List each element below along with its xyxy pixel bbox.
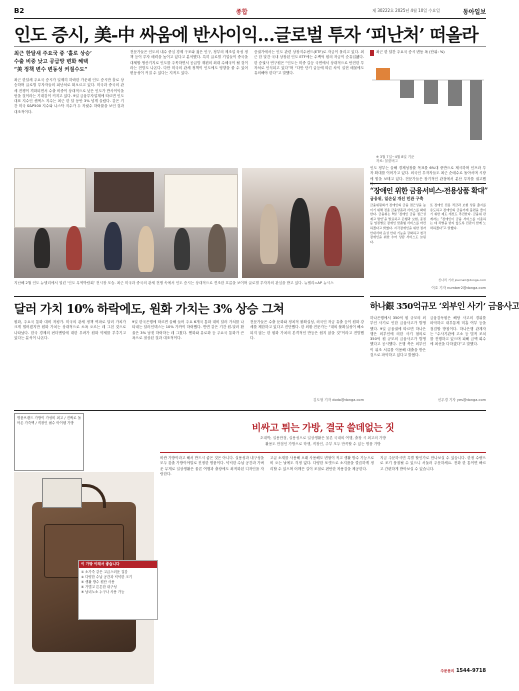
lead-byline: 이호 기자 number2@donga.com (431, 286, 486, 290)
currency-body-3: 전문가들은 수출 둔화와 정치적 불확실성, 외국인 자금 유출 등이 원화 강세를 제한하고 있다고 진단했다. 한 외환 전문가는 “대외 불확실성이 해소되지 않는 한 원화 가치의 본격적인 반등은 쉽지 않을 것”이라고 전망했다. (250, 320, 364, 340)
ad-headline: 비싸고 튀는 가방, 결국 쓸데없는 짓 (251, 423, 395, 434)
currency-byline: 김도형 기자 dodo@donga.com (313, 398, 364, 402)
visitor (138, 226, 154, 272)
divider (14, 46, 486, 47)
masthead (14, 7, 486, 19)
chart-svg (370, 58, 486, 154)
section-label: 종합 (236, 9, 248, 16)
ad-info-item: ③ 생활 방수 원단 사용 (81, 580, 115, 584)
lead-subhead: 수출 비중 낮고 공급망 변화 혜택 (14, 59, 89, 65)
edition-info: 제 30222호 2025년 4월 10일 수요일 (372, 8, 440, 13)
ad-phone (390, 668, 486, 674)
visitor (104, 222, 122, 270)
expo-photo (14, 168, 238, 278)
bank-headline: 하나銀 350억규모 ‘외부인 사기’ 금융사고 (370, 302, 519, 312)
ad-info-title: 이 가방 이래서 좋습니다 (79, 561, 157, 568)
visitor (66, 226, 82, 270)
chart-bar (400, 80, 414, 98)
visitor (290, 198, 310, 268)
magazine-prop (42, 478, 82, 508)
ad-body-1: 비싼 가방이라고 해서 반드시 좋은 것은 아니다. 실용성과 내구성을 모두 갖춘 가방이야말로 진정한 명품이다. 넉넉한 수납 공간과 가벼운 무게로 일상생활은 물론 여행과 출장에도 최적화된 디자인을 자랑한다. (160, 456, 265, 476)
ad-info-item: ① 소가죽 같은 고급스러운 질감 (81, 570, 128, 574)
expo-photo-2 (242, 168, 364, 278)
stock-chart (370, 50, 486, 162)
lead-subhead: “美 정책 변수 변동성 커질수도” (14, 67, 88, 73)
finance-body-1: 금융위원회가 장애인의 금융 접근성을 높이기 위해 전용 금융상품과 서비스를 확대한다. 금융위는 9일 ‘장애인 금융 접근성 제고 방안’을 발표하고 은행과 보험, 증권 등 업권별로 장애인 맞춤형 서비스를 마련하겠다고 밝혔다. 시각장애인을 위한 점자 안내서와 음성 안내 기능을 강화하고 청각장애인을 위한 수어 상담 서비스도 늘린다. (370, 203, 426, 244)
photo-caption-text: 지난해 2월 인도 뉴델리에서 열린 ‘인도 무역박람회’ 전시장 모습. 최근 미국과 중국의 관세 전쟁 속에서 인도 증시는 상대적으로 견조한 흐름을 보이며 글로벌 투자자의 관심을 받고 있다. (14, 281, 303, 285)
newspaper-brand: 동아일보 (462, 9, 486, 16)
visitor (208, 224, 226, 272)
ad-info-item: ② 다양한 수납 공간과 넉넉한 크기 (81, 575, 133, 579)
ad-divider (160, 452, 486, 453)
booth-wall (14, 168, 86, 228)
photo-caption (14, 281, 364, 286)
divider (14, 410, 486, 411)
ad-info-item: ⑤ 남녀노소 누구나 사용 가능 (81, 590, 125, 594)
chart-marker (370, 50, 374, 56)
finance-headline-wrap (370, 186, 486, 196)
chart-bar (470, 80, 482, 140)
currency-headline: 달러 가치 10% 하락에도, 원화 가치는 3% 상승 그쳐 (14, 302, 285, 316)
chart-title: 최근 한 달간 주요국 증시 변동 폭 (단위: %) (376, 50, 445, 54)
finance-byline: 신나리 기자 journari@donga.com (438, 278, 486, 282)
visitor (34, 228, 50, 268)
ad-info-item: ④ 가볍고 튼튼한 내구성 (81, 585, 117, 589)
chart-bar (376, 68, 390, 80)
visitor (174, 228, 190, 270)
finance-body-2: 또 장애인 전용 적금과 보험 상품 출시를 유도하고 장애인의 금융거래 불편을 줄이기 위한 제도 개선도 추진한다. 금융위 관계자는 “장애인이 금융 서비스를 이용하는 데 차별을 받지 않도록 민관이 함께 노력하겠다”고 말했다. (430, 203, 486, 230)
divider (370, 183, 486, 184)
lead-subheads (14, 50, 124, 74)
ad-subtitle-2: 활용도 만점인 가방으로 학생, 직장인, 주부 모두 만족할 수 있는 명품 가방 (265, 442, 381, 446)
ad-body-2: 고급 소재를 사용해 오래 사용해도 변형이 적고 생활 방수 기능으로 비 오는 날에도 걱정 없다. 다양한 포켓으로 소지품을 깔끔하게 정리할 수 있으며 어깨끈 길이 조절로 편안한 착용감을 제공한다. (270, 456, 375, 471)
page-number: B2 (14, 7, 25, 15)
booth-sign (164, 174, 238, 228)
chart-footnote: ※ 3월 7일~4월 8일 기준 (376, 155, 415, 159)
visitor (324, 206, 342, 266)
lead-headline: 인도 증시, 美-中 싸움에 반사이익…글로벌 투자 ‘피난처’ 떠올라 (14, 26, 478, 46)
booth-dark (94, 172, 154, 212)
chart-bar (424, 80, 438, 104)
lead-body-3: 증권가에서는 인도 관련 상장지수펀드(ETF)로 자금이 몰리고 있다. 최근 한 달간 국내 상장된 인도 ETF에는 수백억 원의 자금이 순유입됐다. 한 증권사 연구원은 “인도는 미중 갈등 국면에서 상대적으로 안전한 투자처로 인식되고 있다”며 “다만 단기 급등에 따른 차익 실현 매물에도 유의해야 한다”고 말했다. (254, 50, 364, 76)
visitor (260, 204, 278, 264)
ad-subtitle-1: 초대박, 실용만점, 실용성으로 일상생활은 물론 국내외 여행, 출장 시 최고의 가방 (260, 436, 386, 440)
divider (14, 296, 364, 297)
bank-body-2: 금융감독원은 해당 사고의 경위를 파악하고 내부통제 미흡 여부 등을 점검할 방침이다. 하나은행 관계자는 “수사기관에 고소 등 법적 조치를 진행하고 있으며 피해 금액 회수에 최선을 다하겠다”고 말했다. (430, 316, 486, 347)
lead-subhead: 최근 한달새 주요국 중 ‘홀로 상승’ (14, 51, 92, 57)
ad-side-box-text: 명품브랜드 가방이 가성비 최고 / 진짜로 돌아온 가죽백 / 직장인 필수 아이템 가방 (17, 416, 81, 425)
bank-byline: 신무경 기자 yes@donga.com (437, 398, 486, 402)
ad-body-3: 지금 주문하시면 특별 할인가로 만나보실 수 있습니다. 한정 수량으로 조기 품절될 수 있으니 서둘러 주문하세요. 전화 한 통이면 빠르고 간편하게 받아보실 수 있습니다. (380, 456, 486, 471)
photo-credit: 뉴델리=AP 뉴시스 (304, 281, 334, 285)
lead-body-2: 전문가들은 인도의 내수 중심 경제 구조와 젊은 인구, 정부의 제조업 육성 정책 등이 투자 매력을 높이고 있다고 분석했다. 특히 글로벌 기업들이 중국을 대체할 생산기지로 인도를 주목하면서 공급망 재편의 최대 수혜국이 될 것이라는 전망도 나온다. 다만 미국의 관세 정책이 인도에도 영향을 줄 수 있어 변동성이 커질 수 있다는 지적도 있다. (130, 50, 248, 76)
lead-body-4: 인도 정부는 올해 경제성장률 목표를 6%대 중반으로 제시하며 인프라 투자 확대를 이어가고 있다. 외국인 투자자들도 최근 순매수로 돌아서며 시장에 힘을 보태고 있다. 전문가들은 장기적인 관점에서 분산 투자를 권고했다. (370, 166, 486, 186)
bank-body-1: 하나은행에서 350억 원 규모의 외부인 사기로 인한 금융사고가 발생했다. 9일 금융권에 따르면 하나은행은 외부인에 의한 사기 혐의로 350억 원 규모의 금융사고가 발생했다고 공시했다. 은행 측은 외부인이 위조 서류를 이용해 대출을 받은 것으로 파악하고 있다고 밝혔다. (370, 316, 426, 358)
chart-bar (448, 80, 462, 106)
currency-body-2: 9일 한국은행에 따르면 올해 들어 주요 6개국 통화 대비 달러 가치를 나타내는 달러인덱스는 10% 가까이 하락했다. 반면 같은 기간 원-달러 환율은 3% 남짓 하락하는 데 그쳤다. 엔화와 유로화 등 주요국 통화가 큰 폭으로 절상된 것과 대조적이다. (132, 320, 244, 340)
ad-phone-number: 1544-9718 (456, 668, 486, 674)
finance-headline: “장애인 위한 금융서비스-전용상품 확대” (370, 186, 488, 195)
ad-phone-label: 주문문의 (440, 669, 455, 673)
currency-body-1: 원화, 주요국 통화 대비 저평가. 미국의 관세 정책 여파로 달러 가치가 크게 떨어졌지만 원화 가치는 상대적으로 소폭 오르는 데 그친 것으로 나타났다. 한국 경제의 펀더멘털에 대한 우려가 원화 약세를 부추기고 있다는 분석이 나온다. (14, 320, 126, 340)
divider (370, 296, 486, 297)
lead-body-1: 최근 한달새 주요국 증시가 일제히 하락한 가운데 인도 증시만 홀로 상승하며 글로벌 투자자들의 피난처로 떠오르고 있다. 미국과 중국의 관세 전쟁이 격화되면서 수출 비중이 상대적으로 낮은 인도가 반사이익을 얻을 것이라는 기대감이 커지고 있다. 9일 금융투자업계에 따르면 인도 대표 지수인 센섹스 지수는 최근 한 달 동안 3% 넘게 올랐다. 같은 기간 미국 S&P500 지수와 나스닥 지수가 두 자릿수 하락률을 보인 것과 대조적이다. (14, 78, 124, 114)
ad-side-box (14, 413, 84, 471)
chart-source: 자료: 블룸버그 (376, 159, 398, 163)
ad-info-box (78, 560, 158, 620)
finance-subhead: 금융위, 일손실 개선 민관 구축 (370, 196, 424, 201)
